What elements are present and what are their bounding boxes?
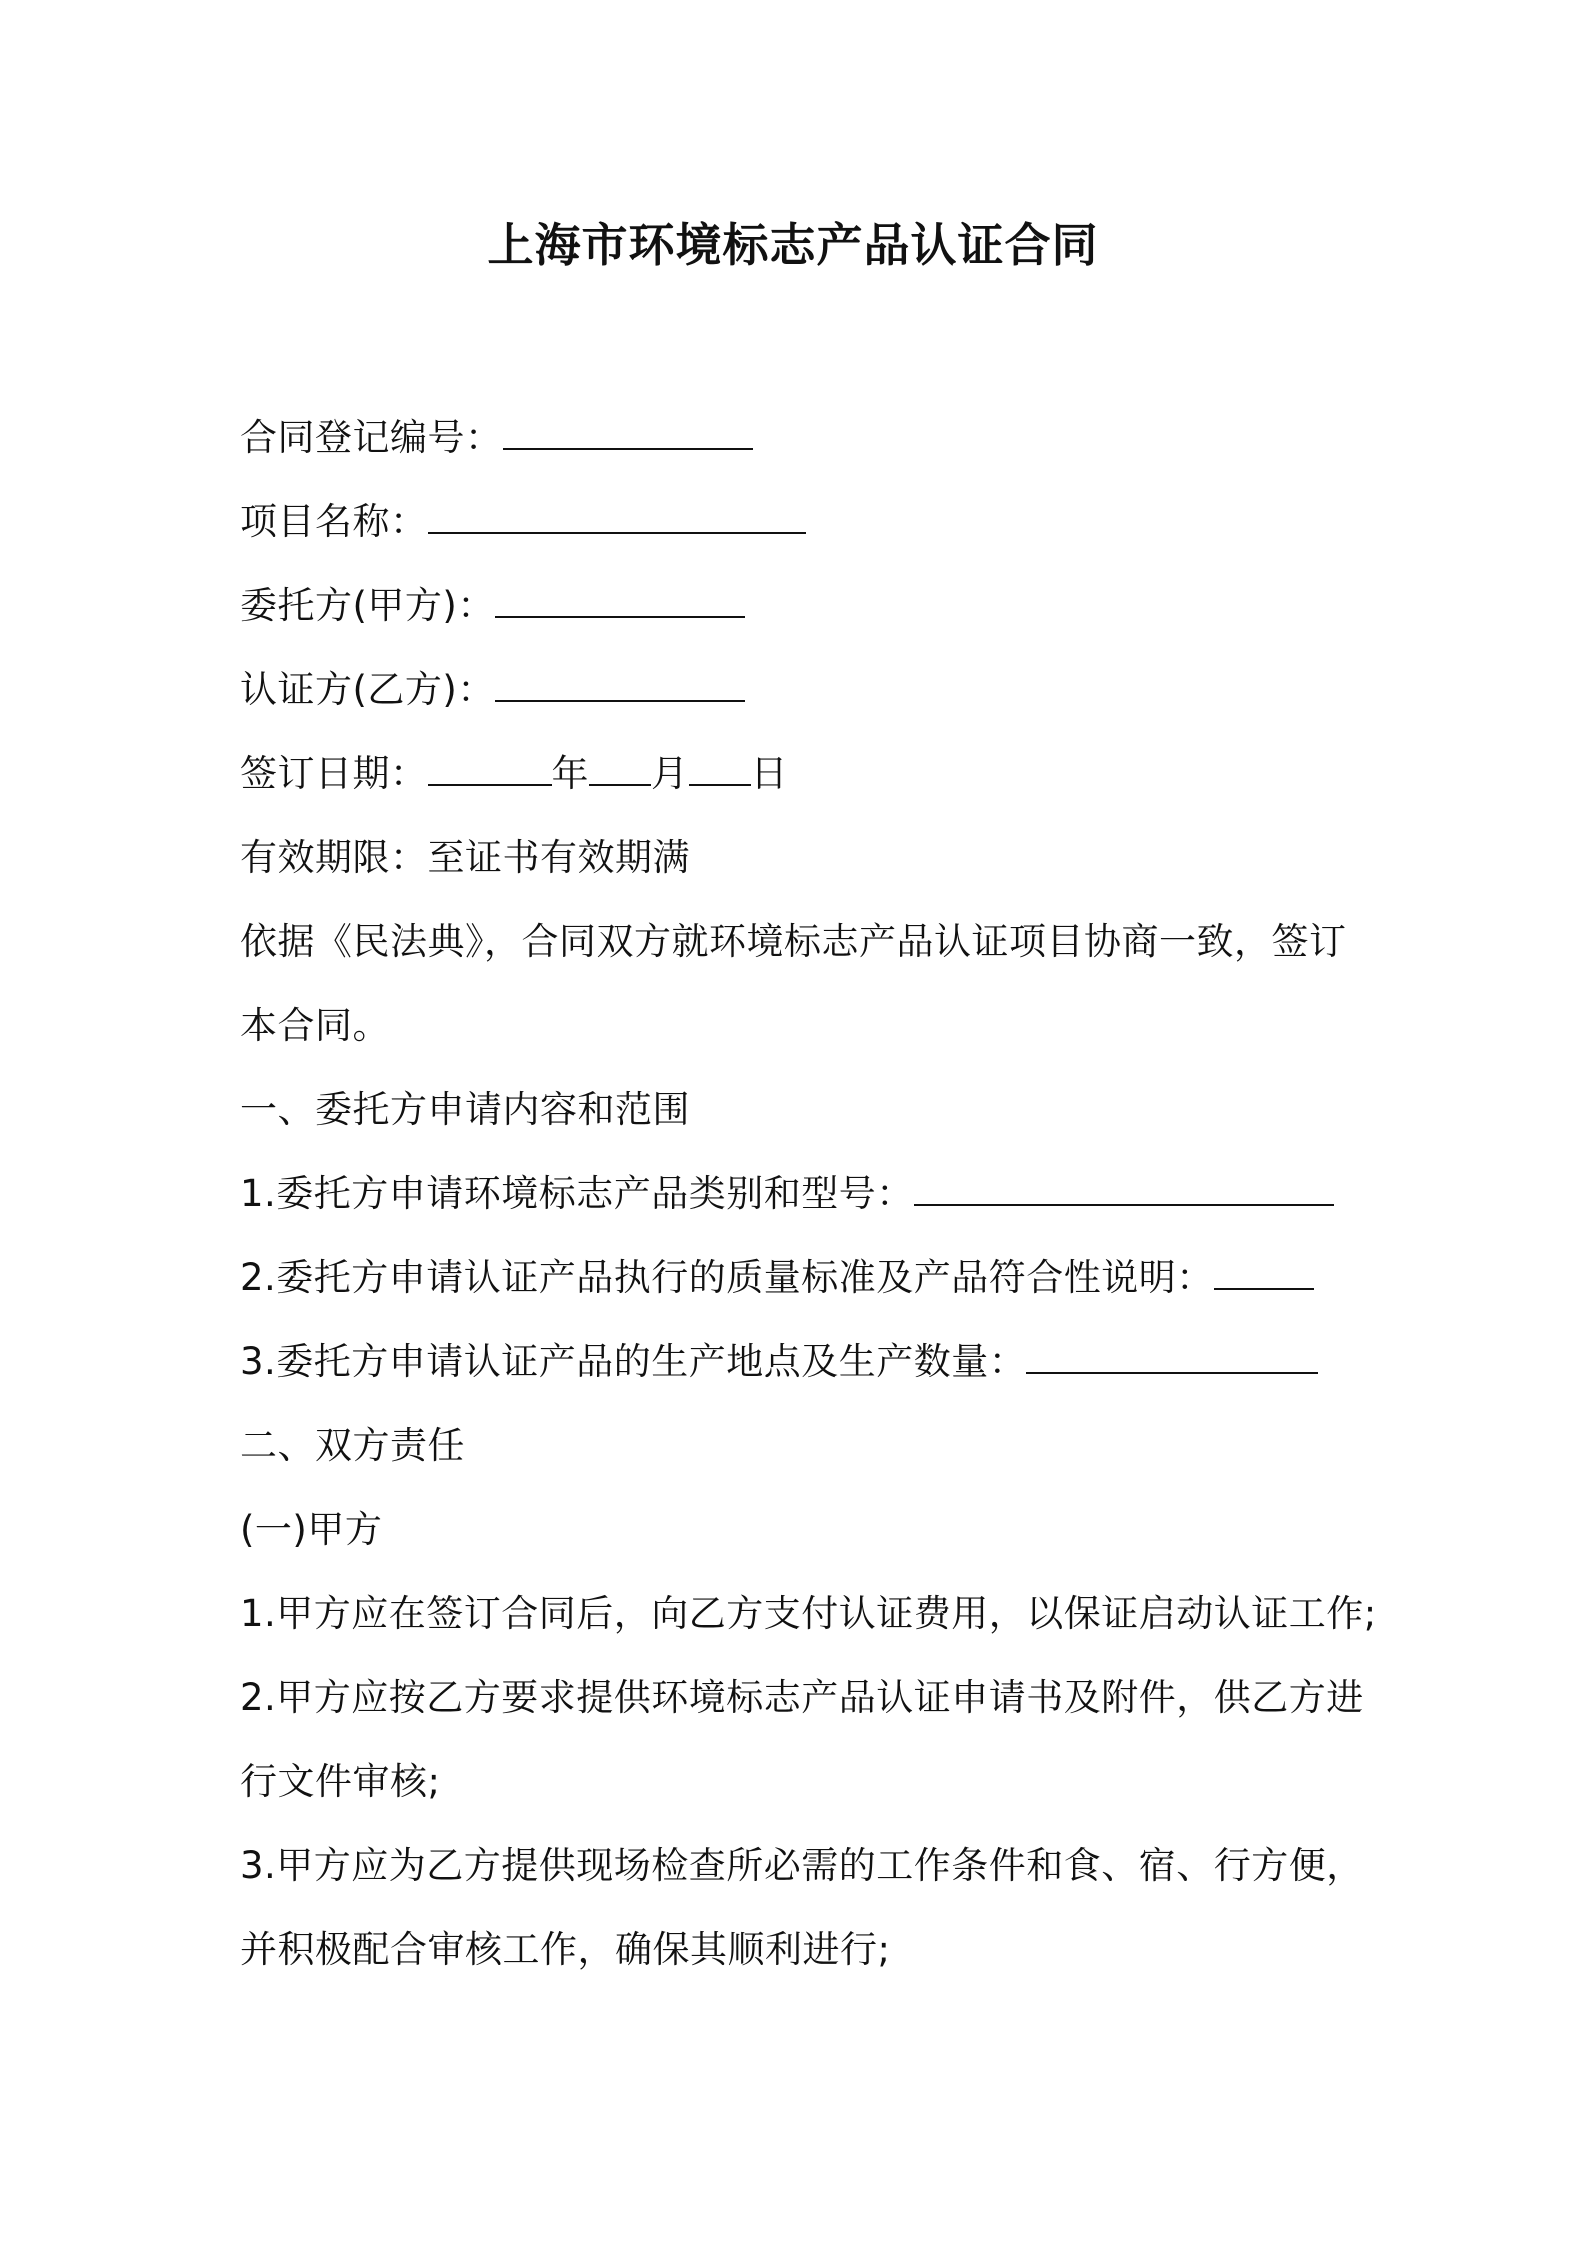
party-b-blank <box>495 666 745 702</box>
section-2-item-2-line-2: 行文件审核; <box>240 1760 441 1803</box>
section-1-item-3 <box>240 1332 1318 1392</box>
contract-no-label: 合同登记编号： <box>240 416 503 459</box>
section-2-item-1: 1.甲方应在签订合同后，向乙方支付认证费用，以保证启动认证工作; <box>240 1592 1377 1635</box>
project-name-line <box>240 492 806 552</box>
section-1-heading: 一、委托方申请内容和范围 <box>240 1088 690 1131</box>
sign-date-label: 签订日期： <box>240 752 428 795</box>
contract-no-line <box>240 408 753 468</box>
party-b-label: 认证方(乙方)： <box>240 668 495 711</box>
section-1-item-3-blank <box>1026 1338 1318 1374</box>
month-label: 月 <box>651 752 689 795</box>
day-blank <box>689 750 751 786</box>
month-blank <box>589 750 651 786</box>
party-a-line <box>240 576 745 636</box>
project-name-label: 项目名称： <box>240 500 428 543</box>
section-2-item-3-line-1: 3.甲方应为乙方提供现场检查所必需的工作条件和食、宿、行方便， <box>240 1844 1364 1887</box>
section-1-item-1-blank <box>914 1170 1334 1206</box>
validity-line: 有效期限：至证书有效期满 <box>240 836 690 879</box>
section-1-item-1-label: 1.委托方申请环境标志产品类别和型号： <box>240 1172 914 1215</box>
document-title: 上海市环境标志产品认证合同 <box>487 218 1099 272</box>
preamble-line-1: 依据《民法典》，合同双方就环境标志产品认证项目协商一致，签订 <box>240 920 1347 963</box>
year-label: 年 <box>551 752 589 795</box>
preamble-line-2: 本合同。 <box>240 1004 390 1047</box>
section-1-item-2-blank <box>1214 1254 1314 1290</box>
party-b-line <box>240 660 745 720</box>
section-2-subheading: (一)甲方 <box>240 1508 383 1551</box>
project-name-blank <box>428 498 806 534</box>
section-1-item-1 <box>240 1164 1334 1224</box>
section-1-item-2-label: 2.委托方申请认证产品执行的质量标准及产品符合性说明： <box>240 1256 1214 1299</box>
party-a-label: 委托方(甲方)： <box>240 584 495 627</box>
day-label: 日 <box>750 752 788 795</box>
section-1-item-2 <box>240 1248 1314 1308</box>
section-2-heading: 二、双方责任 <box>240 1424 465 1467</box>
sign-date-line <box>240 744 788 804</box>
section-2-item-2-line-1: 2.甲方应按乙方要求提供环境标志产品认证申请书及附件，供乙方进 <box>240 1676 1364 1719</box>
section-2-item-3-line-2: 并积极配合审核工作，确保其顺利进行; <box>240 1928 891 1971</box>
year-blank <box>428 750 552 786</box>
section-1-item-3-label: 3.委托方申请认证产品的生产地点及生产数量： <box>240 1340 1027 1383</box>
contract-no-blank <box>503 414 753 450</box>
party-a-blank <box>495 582 745 618</box>
